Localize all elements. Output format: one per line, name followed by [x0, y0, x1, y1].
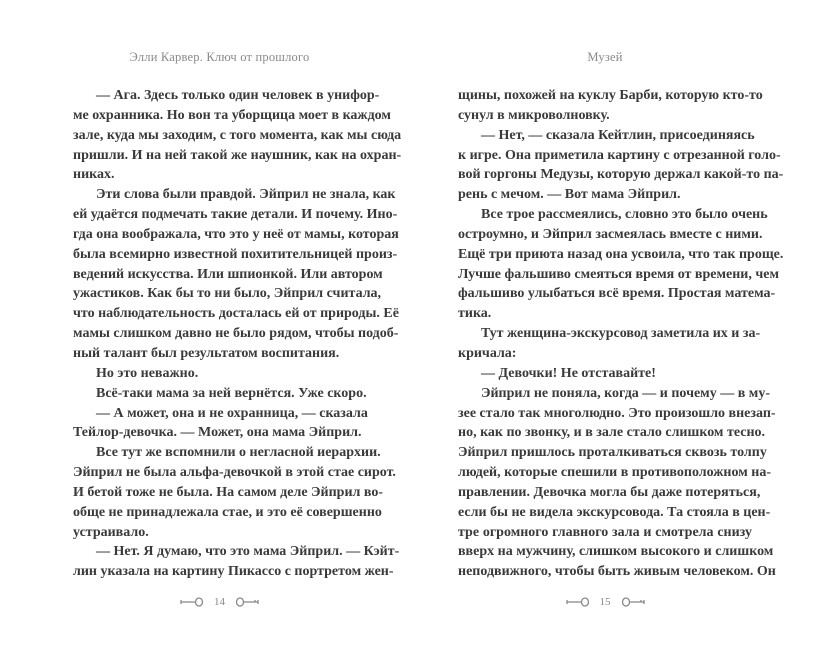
text-line: была всемирно известной похитительницей произ-	[73, 246, 398, 262]
text-line: — Ага. Здесь только один человек в унифор-	[96, 88, 380, 103]
left-page	[73, 0, 402, 664]
text-line: ный талант был результатом воспитания.	[73, 345, 340, 361]
text-line: вой горгоны Медузы, которую держал какой-то па-	[458, 167, 784, 183]
key-ornament-icon	[621, 597, 645, 607]
key-ornament-icon	[566, 597, 590, 607]
text-line: тика.	[458, 306, 492, 322]
text-line: что наблюдательность досталась ей от природы. Её	[73, 306, 399, 322]
text-line: Тут женщина-экскурсовод заметила их и за-	[481, 326, 761, 342]
text-line: ме охранника. Но вон та уборщица моет в каждом	[73, 107, 391, 123]
text-line: — А может, она и не охранница, — сказала	[96, 405, 368, 421]
folio	[458, 596, 752, 608]
text-line: обще не принадлежала стае, и это её совершенно	[73, 504, 382, 520]
text-line: — Нет. Я думаю, что это мама Эйприл. — Кэйт-	[96, 544, 400, 560]
text-line: Эйприл не была альфа-девочкой в этой стае сирот.	[73, 465, 396, 481]
text-line: щины, похожей на куклу Барби, которую кто-то	[458, 88, 763, 103]
text-line: рень с мечом. — Вот мама Эйприл.	[458, 187, 681, 203]
folio	[73, 596, 366, 608]
text-line: Эти слова были правдой. Эйприл не знала, как	[96, 187, 396, 203]
text-line: Ещё три приюта назад она усвоила, что так проще.	[458, 246, 784, 262]
text-line: ей удаётся подмечать такие детали. И почему. Ино-	[73, 207, 398, 223]
text-line: сунул в микроволновку.	[458, 107, 610, 123]
text-line: ужастиков. Как бы то ни было, Эйприл считала,	[73, 286, 382, 302]
right-page	[458, 0, 784, 664]
page-number: 15	[599, 596, 611, 608]
text-line: людей, которые спешили в противоположном на-	[458, 465, 771, 481]
page-body	[73, 86, 402, 582]
text-line: И бетой тоже не была. На самом деле Эйприл во-	[73, 484, 383, 500]
text-line: зале, куда мы заходим, с того момента, как мы сюда	[73, 127, 402, 143]
text-line: Всё-таки мама за ней вернётся. Уже скоро.	[96, 385, 367, 401]
text-line: тре огромного главного зала и смотрела снизу	[458, 524, 752, 540]
text-line: Эйприл не поняла, когда — и почему — в му-	[481, 385, 770, 401]
text-line: — Девочки! Не отставайте!	[481, 365, 656, 381]
text-line: Все тут же вспомнили о негласной иерархии.	[96, 445, 381, 461]
text-line: Лучше фальшиво смеяться время от времени, чем	[458, 266, 779, 282]
text-line: к игре. Она приметила картину с отрезанной голо-	[458, 147, 781, 163]
text-line: устраивало.	[73, 524, 149, 540]
text-line: — Нет, — сказала Кейтлин, присоединяясь	[481, 127, 755, 143]
text-line: зее стало так многолюдно. Это произошло внезап-	[458, 405, 776, 421]
text-line: мамы слишком давно не было рядом, чтобы подоб-	[73, 326, 399, 342]
text-line: но, как по звонку, и в зале стало слишком тесно.	[458, 425, 766, 441]
page-number: 14	[214, 596, 225, 608]
text-line: ведений искусства. Или шпионкой. Или автором	[73, 266, 383, 282]
text-line: гда она воображала, что это у неё от мамы, которая	[73, 226, 399, 242]
text-line: если бы не видела экскурсовода. Та стояла в цен-	[458, 504, 771, 520]
text-line: лин указала на картину Пикассо с портретом жен-	[73, 564, 394, 580]
text-line: Все трое рассмеялись, словно это было очень	[481, 207, 768, 223]
text-line: правлении. Девочка могла бы даже потеряться,	[458, 484, 761, 500]
key-ornament-icon	[180, 597, 204, 607]
text-line: Но это неважно.	[96, 365, 199, 381]
text-line: фальшиво улыбаться всё время. Простая матема-	[458, 286, 776, 302]
text-line: остроумно, и Эйприл засмеялась вместе с ними.	[458, 226, 763, 242]
text-line: Тейлор-девочка. — Может, она мама Эйприл.	[73, 425, 362, 441]
text-line: пришли. И на ней такой же наушник, как на охран-	[73, 147, 402, 163]
text-line: вверх на мужчину, слишком высокого и слишком	[458, 544, 774, 560]
text-line: Эйприл пришлось проталкиваться сквозь толпу	[458, 445, 767, 461]
key-ornament-icon	[235, 597, 259, 607]
text-line: никах.	[73, 167, 115, 183]
text-line: кричала:	[458, 345, 517, 361]
page-body	[458, 86, 784, 582]
running-head: Элли Карвер. Ключ от прошлого	[129, 50, 310, 64]
text-line: неподвижного, чтобы быть живым человеком. Он	[458, 564, 776, 580]
running-head: Музей	[587, 50, 623, 64]
